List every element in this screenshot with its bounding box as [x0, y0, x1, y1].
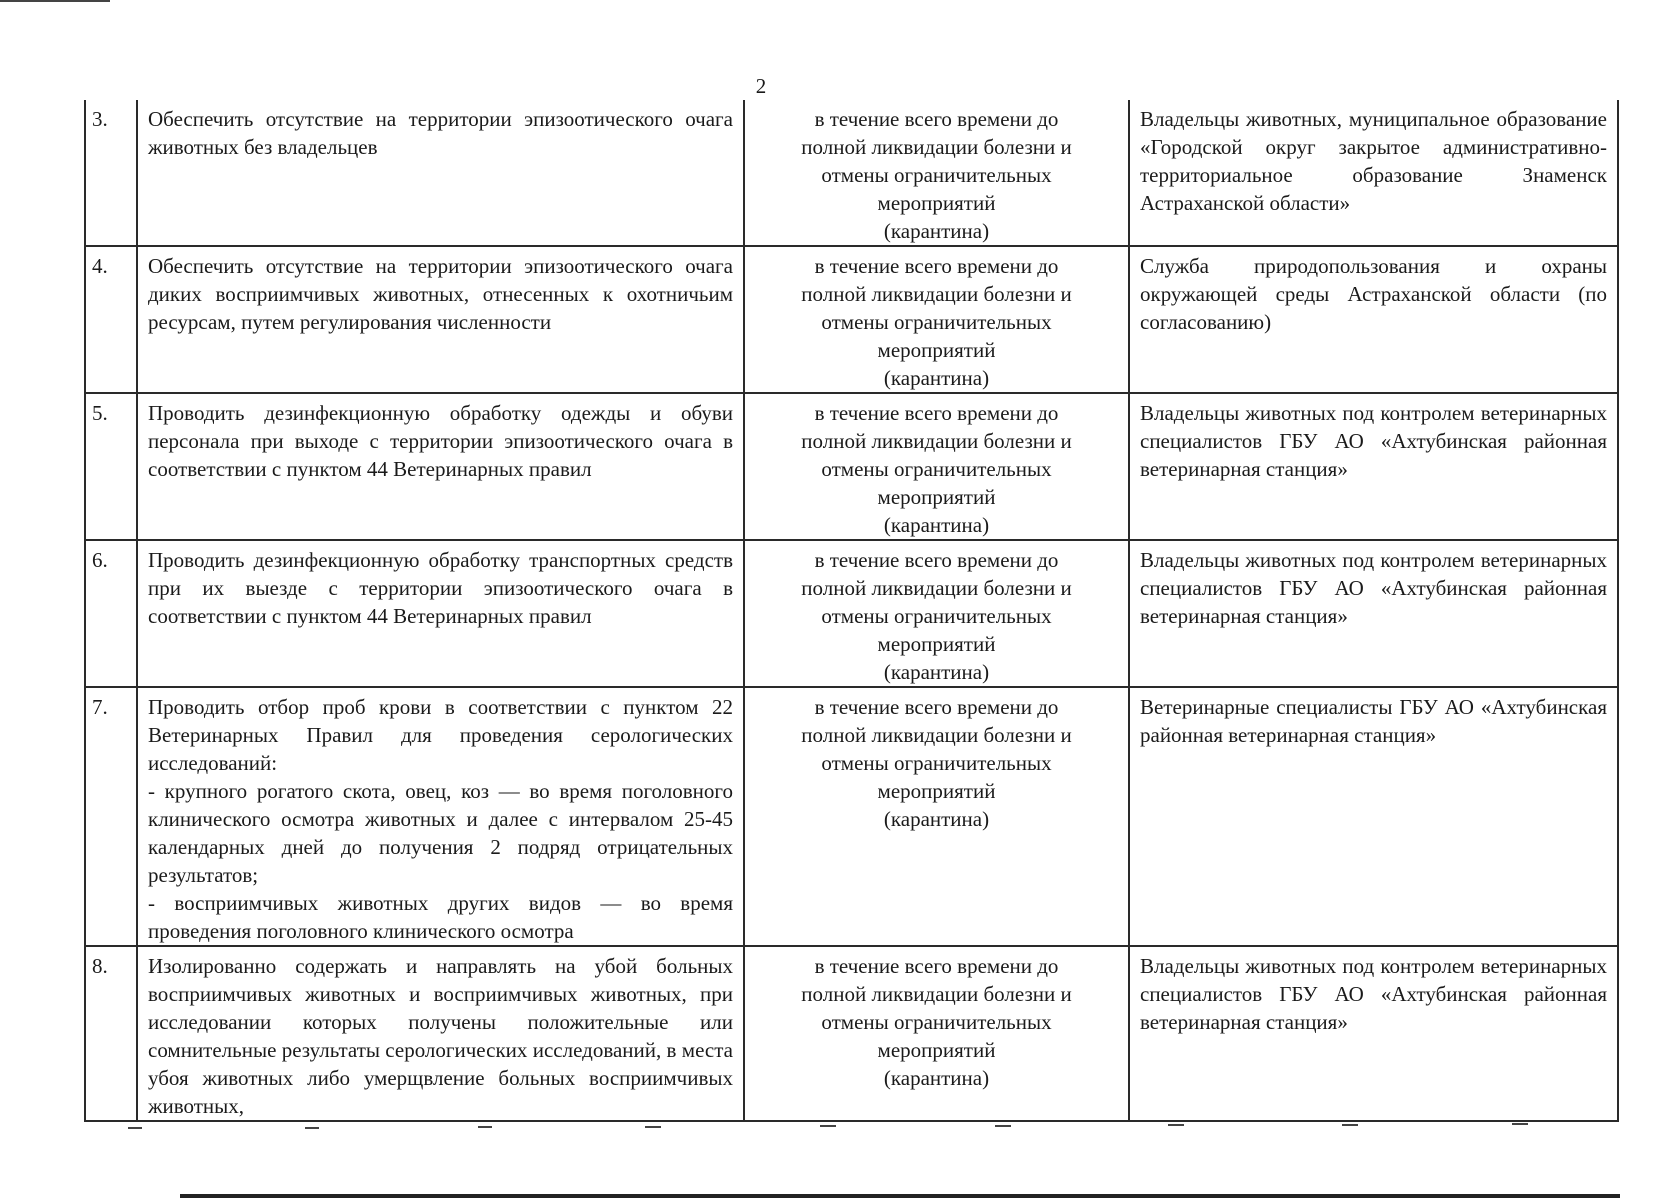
task-cell [137, 687, 744, 946]
scan-speck [478, 1126, 492, 1128]
term-line: мероприятий [877, 338, 996, 362]
term-line: отмены ограничительных [821, 310, 1052, 334]
term-line: (карантина) [883, 366, 990, 390]
term-line: мероприятий [877, 1038, 996, 1062]
scan-speck [1168, 1124, 1184, 1126]
table-row [85, 540, 1618, 687]
term-line: отмены ограничительных [821, 163, 1052, 187]
responsible-cell [1129, 687, 1618, 946]
term-line: в течение всего времени до [814, 954, 1059, 978]
term-line: в течение всего времени до [814, 254, 1059, 278]
row-number: 7. [85, 687, 137, 946]
table-row [85, 946, 1618, 1121]
measures-table [84, 100, 1619, 1122]
term-line: мероприятий [877, 632, 996, 656]
term-cell [744, 100, 1129, 246]
task-text: Обеспечить отсутствие на территории эпизоотического очага животных без владельцев [148, 107, 733, 159]
term-line: полной ликвидации болезни и [801, 982, 1072, 1006]
term-line: (карантина) [883, 513, 990, 537]
term-line: отмены ограничительных [821, 751, 1052, 775]
responsible-text: Служба природопользования и охраны окружающей среды Астраханской области (по согласованию) [1140, 254, 1607, 334]
scan-speck [128, 1127, 142, 1129]
term-line: полной ликвидации болезни и [801, 576, 1072, 600]
scan-speck [995, 1125, 1011, 1127]
scan-edge-mark [0, 0, 110, 2]
term-cell [744, 246, 1129, 393]
term-line: (карантина) [883, 660, 990, 684]
task-list-item: - крупного рогатого скота, овец, коз — во время поголовного клинического осмотра животных и далее с интервалом 25-45 календарных дней до получения 2 подряд отрицательных результатов; [148, 779, 733, 887]
table-row [85, 687, 1618, 946]
term-line: мероприятий [877, 485, 996, 509]
term-line: полной ликвидации болезни и [801, 723, 1072, 747]
row-number: 8. [85, 946, 137, 1121]
row-number: 3. [85, 100, 137, 246]
task-text: Проводить дезинфекционную обработку одежды и обуви персонала при выходе с территории эпизоотического очага в соответствии с пунктом 44 Ветеринарных правил [148, 401, 733, 481]
responsible-cell [1129, 100, 1618, 246]
task-text: Обеспечить отсутствие на территории эпизоотического очага диких восприимчивых животных, отнесенных к охотничьим ресурсам, путем регулирования численности [148, 254, 733, 334]
term-line: отмены ограничительных [821, 604, 1052, 628]
responsible-text: Ветеринарные специалисты ГБУ АО «Ахтубинская районная ветеринарная станция» [1140, 695, 1607, 747]
term-line: (карантина) [883, 807, 990, 831]
term-cell [744, 687, 1129, 946]
term-line: полной ликвидации болезни и [801, 282, 1072, 306]
task-cell [137, 540, 744, 687]
term-line: в течение всего времени до [814, 401, 1059, 425]
term-line: мероприятий [877, 779, 996, 803]
task-text: Изолированно содержать и направлять на убой больных восприимчивых животных и восприимчивых животных, при исследовании которых получены положительные или сомнительные результаты серологических исследований, в места убоя животных либо умерщвление больных восприимчивых животных, [148, 954, 733, 1118]
term-cell [744, 946, 1129, 1121]
task-cell [137, 393, 744, 540]
row-number: 5. [85, 393, 137, 540]
task-cell [137, 946, 744, 1121]
responsible-cell [1129, 540, 1618, 687]
row-number: 4. [85, 246, 137, 393]
scan-speck [305, 1127, 319, 1129]
row-number: 6. [85, 540, 137, 687]
term-line: (карантина) [883, 1066, 990, 1090]
scan-speck [645, 1126, 661, 1128]
responsible-cell [1129, 246, 1618, 393]
term-line: в течение всего времени до [814, 107, 1059, 131]
term-cell [744, 393, 1129, 540]
scan-bottom-edge [180, 1194, 1620, 1198]
responsible-cell [1129, 946, 1618, 1121]
term-line: в течение всего времени до [814, 548, 1059, 572]
task-cell [137, 100, 744, 246]
scan-speck [1512, 1123, 1528, 1125]
term-cell [744, 540, 1129, 687]
term-line: полной ликвидации болезни и [801, 135, 1072, 159]
term-line: в течение всего времени до [814, 695, 1059, 719]
task-cell [137, 246, 744, 393]
scan-speck [1342, 1124, 1358, 1126]
scan-speck [820, 1125, 836, 1127]
table-row [85, 393, 1618, 540]
responsible-text: Владельцы животных, муниципальное образование «Городской округ закрытое административно-территориальное образование Знаменск Астраханской области» [1140, 107, 1607, 215]
responsible-text: Владельцы животных под контролем ветеринарных специалистов ГБУ АО «Ахтубинская районная ветеринарная станция» [1140, 548, 1607, 628]
responsible-cell [1129, 393, 1618, 540]
term-line: полной ликвидации болезни и [801, 429, 1072, 453]
responsible-text: Владельцы животных под контролем ветеринарных специалистов ГБУ АО «Ахтубинская районная ветеринарная станция» [1140, 401, 1607, 481]
responsible-text: Владельцы животных под контролем ветеринарных специалистов ГБУ АО «Ахтубинская районная ветеринарная станция» [1140, 954, 1607, 1034]
term-line: отмены ограничительных [821, 457, 1052, 481]
task-text: Проводить отбор проб крови в соответствии с пунктом 22 Ветеринарных Правил для проведения серологических исследований: [148, 695, 733, 775]
term-line: мероприятий [877, 191, 996, 215]
table-row [85, 246, 1618, 393]
task-list-item: - восприимчивых животных других видов — во время проведения поголовного клинического осмотра [148, 891, 733, 943]
task-text: Проводить дезинфекционную обработку транспортных средств при их выезде с территории эпизоотического очага в соответствии с пунктом 44 Ветеринарных правил [148, 548, 733, 628]
term-line: (карантина) [883, 219, 990, 243]
page-number: 2 [755, 74, 767, 98]
table-row [85, 100, 1618, 246]
term-line: отмены ограничительных [821, 1010, 1052, 1034]
